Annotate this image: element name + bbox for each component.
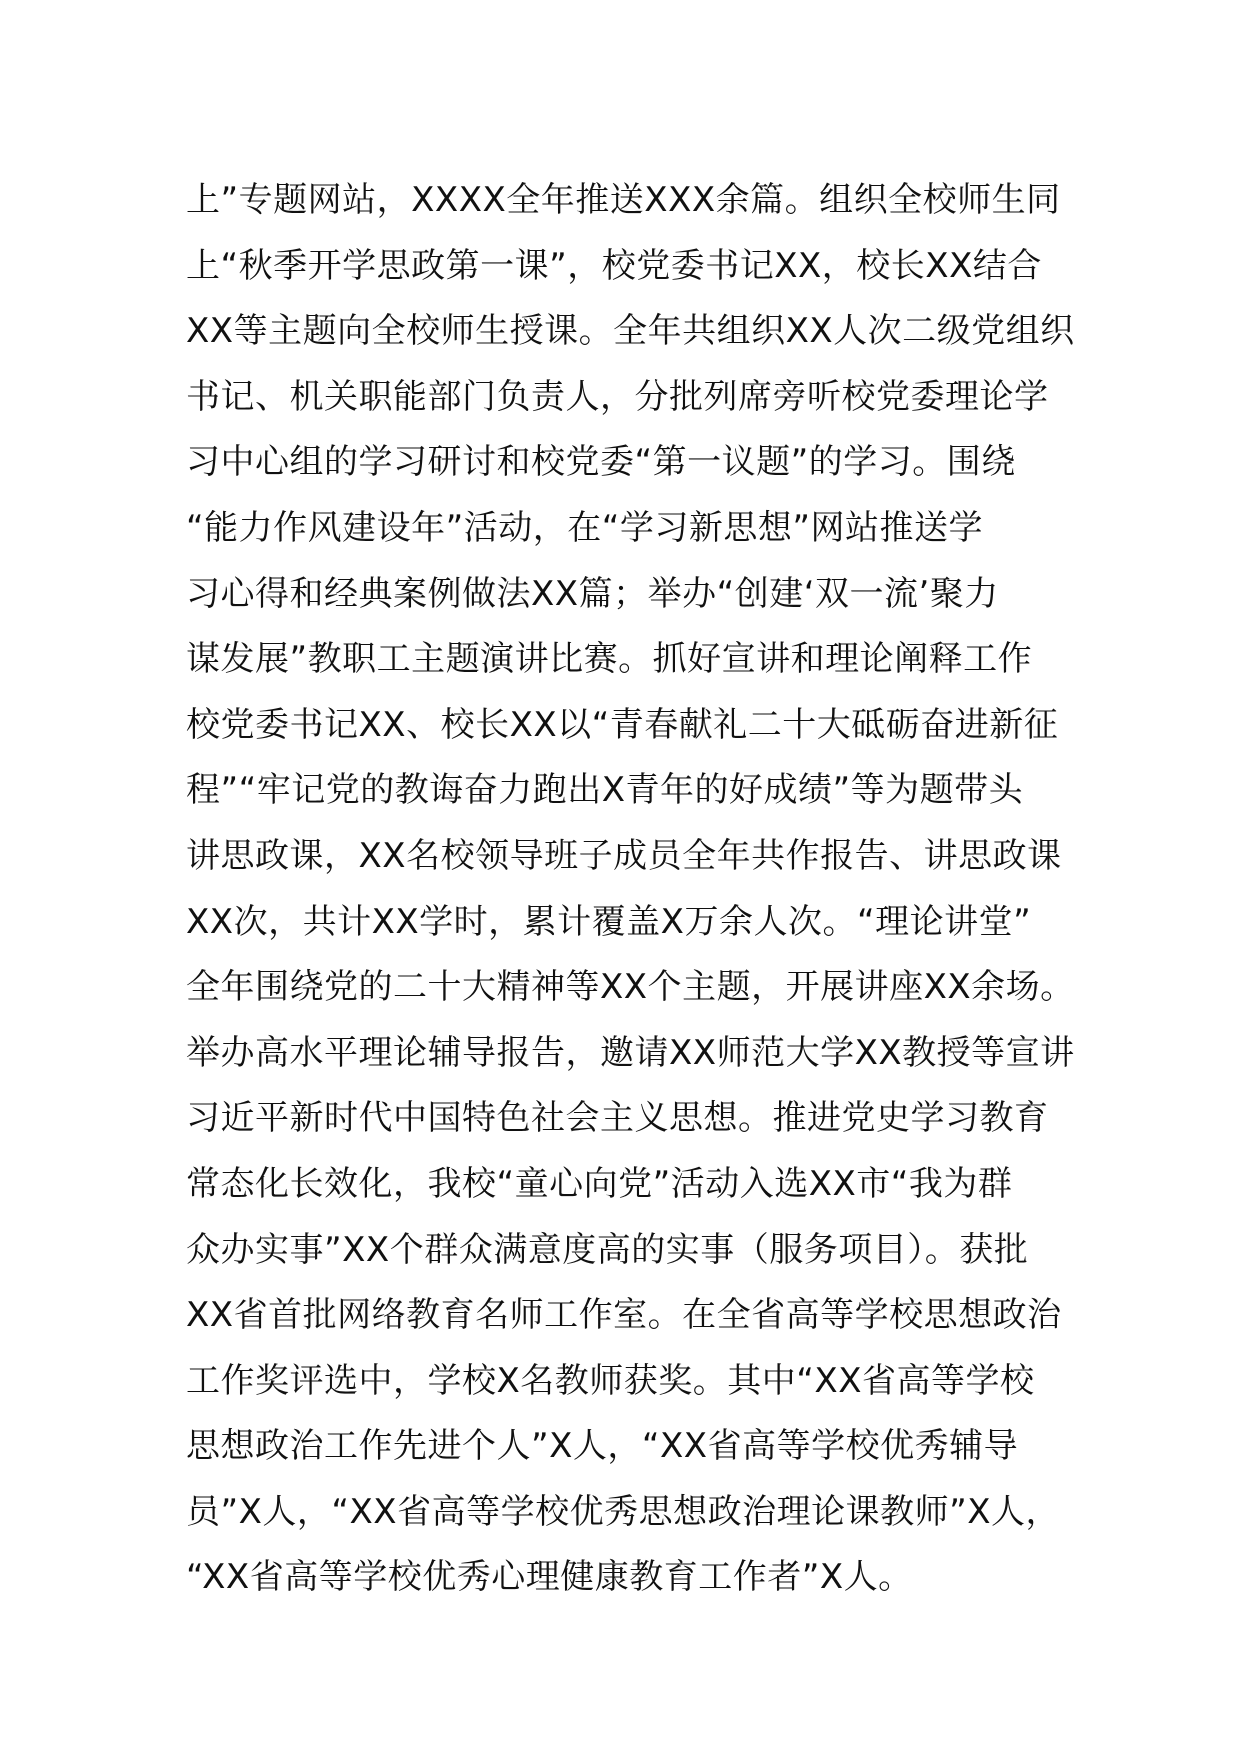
- text-line: 工作奖评选中，学校X名教师获奖。其中“XX省高等学校: [186, 1360, 1035, 1401]
- text-line: 举办高水平理论辅导报告，邀请XX师范大学XX教授等宣讲: [186, 1032, 1075, 1073]
- text-line: 讲思政课，XX名校领导班子成员全年共作报告、讲思政课: [186, 835, 1062, 876]
- text-line: 书记、机关职能部门负责人，分批列席旁听校党委理论学: [186, 376, 1049, 417]
- text-line: XX次，共计XX学时，累计覆盖X万余人次。“理论讲堂”: [186, 901, 1032, 942]
- text-line: “XX省高等学校优秀心理健康教育工作者”X人。: [186, 1557, 913, 1598]
- text-line: “能力作风建设年”活动，在“学习新思想”网站推送学: [186, 507, 983, 548]
- text-line: XX省首批网络教育名师工作室。在全省高等学校思想政治: [186, 1295, 1062, 1336]
- text-line: 校党委书记XX、校长XX以“青春献礼二十大砥砺奋进新征: [186, 704, 1059, 745]
- text-line: 全年围绕党的二十大精神等XX个主题，开展讲座XX余场。: [186, 967, 1075, 1008]
- text-line: 上”专题网站，XXXX全年推送XXX余篇。组织全校师生同: [186, 180, 1061, 220]
- text-line: 思想政治工作先进个人”X人，“XX省高等学校优秀辅导: [186, 1426, 1019, 1467]
- text-line: XX等主题向全校师生授课。全年共组织XX人次二级党组织: [186, 311, 1075, 352]
- text-line: 员”X人，“XX省高等学校优秀思想政治理论课教师”X人，: [186, 1491, 1061, 1532]
- body-text: [186, 168, 1086, 1611]
- text-line: 常态化长效化，我校“童心向党”活动入选XX市“我为群: [186, 1163, 1013, 1204]
- text-line: 程”“牢记党的教诲奋力跑出X青年的好成绩”等为题带头: [186, 770, 1024, 811]
- text-line: 众办实事”XX个群众满意度高的实事（服务项目）。获批: [186, 1229, 1029, 1270]
- text-line: 习心得和经典案例做法XX篇；举办“创建‘双一流’聚力: [186, 573, 999, 614]
- text-line: 谋发展”教职工主题演讲比赛。抓好宣讲和理论阐释工作: [186, 639, 1033, 680]
- text-line: 上“秋季开学思政第一课”，校党委书记XX，校长XX结合: [186, 245, 1042, 286]
- text-line: 习近平新时代中国特色社会主义思想。推进党史学习教育: [186, 1098, 1049, 1139]
- text-line: 习中心组的学习研讨和校党委“第一议题”的学习。围绕: [186, 442, 1016, 483]
